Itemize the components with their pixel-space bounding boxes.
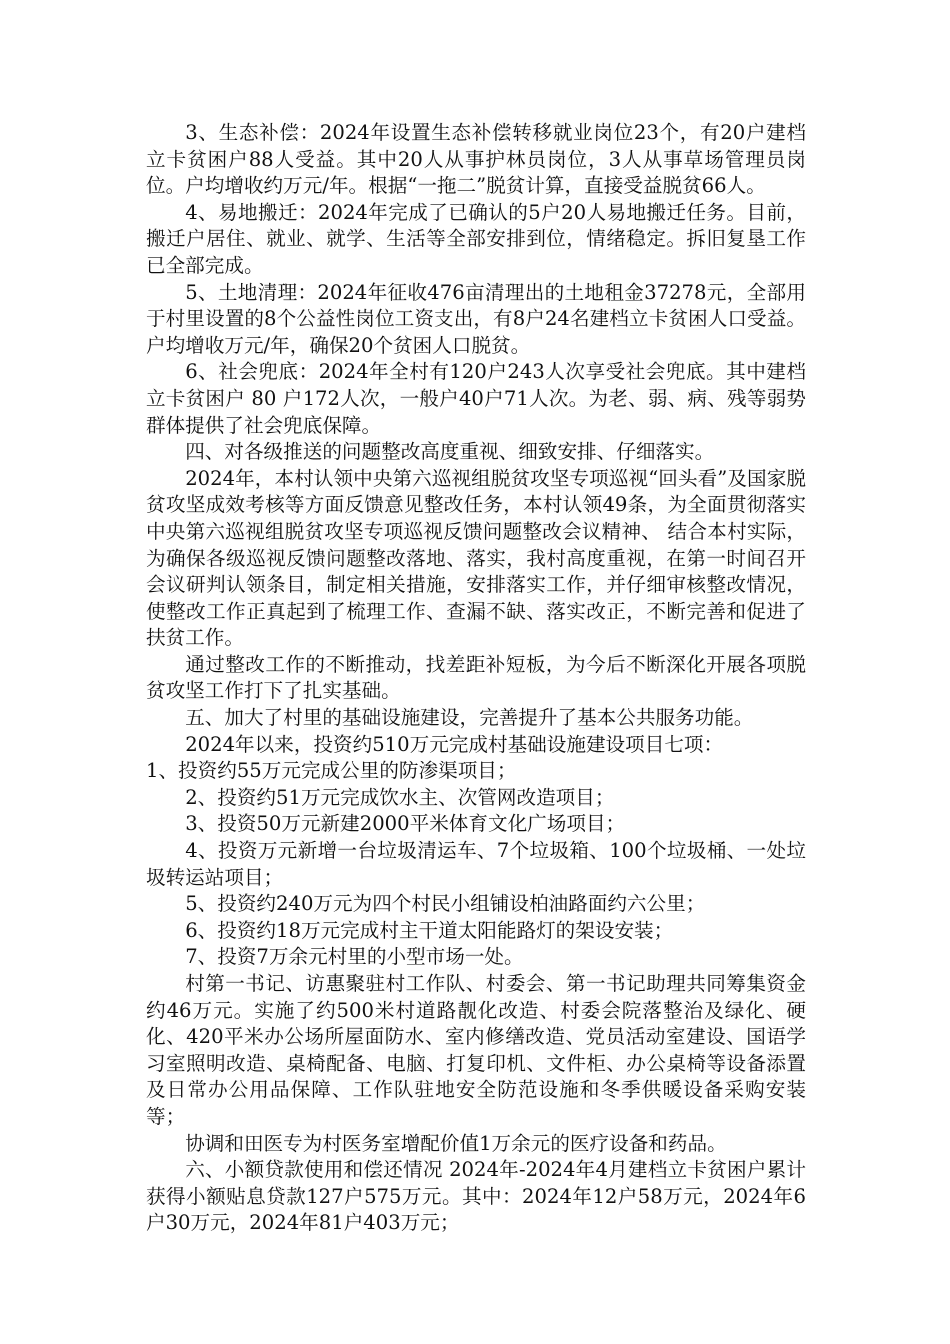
paragraph-infrastructure-summary: 2024年以来，投资约510万元完成村基础设施建设项目七项：: [185, 732, 724, 756]
list-item-project-4: 4、投资万元新增一台垃圾清运车、7个垃圾箱、100个垃圾桶、一处垃圾转运站项目；: [146, 839, 806, 889]
paragraph-relocation: 4、易地搬迁：2024年完成了已确认的5户20人易地搬迁任务。目前，搬迁户居住、就业、就学、生活等全部安排到位，情绪稳定。拆旧复垦工作已全部完成。: [146, 200, 806, 277]
paragraph-fundraising: 村第一书记、访惠聚驻村工作队、村委会、第一书记助理共同筹集资金约46万元。实施了约500米村道路靓化改造、村委会院落整治及绿化、硬化、420平米办公场所屋面防水、室内修缮改造、党员活动室建设、国语学习室照明改造、桌椅配备、电脑、打复印机、文件柜、办公桌椅等设备添置及日常办公用品保障、工作队驻地安全防范设施和冬季供暖设备采购安装等；: [146, 972, 806, 1128]
list-item-project-1: 1、投资约55万元完成公里的防渗渠项目；: [146, 759, 517, 783]
paragraph-ecological-compensation: 3、生态补偿：2024年设置生态补偿转移就业岗位23个，有20户建档立卡贫困户88人受益。其中20人从事护林员岗位，3人从事草场管理员岗位。户均增收约万元/年。根据“一拖二”脱贫计算，直接受益脱贫66人。: [146, 121, 806, 198]
section-heading-infrastructure: 五、加大了村里的基础设施建设，完善提升了基本公共服务功能。: [185, 706, 754, 730]
list-item-project-3: 3、投资50万元新建2000平米体育文化广场项目；: [185, 812, 626, 836]
section-heading-microloans: 六、小额贷款使用和偿还情况 2024年-2024年4月建档立卡贫困户累计获得小额贴息贷款127户575万元。其中：2024年12户58万元，2024年6户30万元，2024年81户403万元；: [146, 1158, 806, 1235]
list-item-project-6: 6、投资约18万元完成村主干道太阳能路灯的架设安装；: [185, 918, 674, 942]
paragraph-rectification-result: 通过整改工作的不断推动，找差距补短板，为今后不断深化开展各项脱贫攻坚工作打下了扎实基础。: [146, 652, 806, 703]
paragraph-rectification-tasks: 2024年，本村认领中央第六巡视组脱贫攻坚专项巡视“回头看”及国家脱贫攻坚成效考核等方面反馈意见整改任务，本村认领49条，为全面贯彻落实中央第六巡视组脱贫攻坚专项巡视反馈问题整改会议精神、 结合本村实际，为确保各级巡视反馈问题整改落地、落实，我村高度重视，在第一时间召开会议研判认领条目，制定相关措施，安排落实工作，并仔细审核整改情况，使整改工作正真起到了梳理工作、查漏不缺、落实改正，不断完善和促进了扶贫工作。: [146, 466, 806, 650]
paragraph-medical-equipment: 协调和田医专为村医务室增配价值1万余元的医疗设备和药品。: [185, 1131, 727, 1155]
section-heading-rectification: 四、对各级推送的问题整改高度重视、细致安排、仔细落实。: [185, 440, 715, 464]
paragraph-social-security: 6、社会兜底：2024年全村有120户243人次享受社会兜底。其中建档立卡贫困户 80 户172人次，一般户40户71人次。为老、弱、病、残等弱势群体提供了社会兜底保障。: [146, 360, 806, 437]
list-item-project-2: 2、投资约51万元完成饮水主、次管网改造项目；: [185, 785, 615, 809]
list-item-project-5: 5、投资约240万元为四个村民小组铺设柏油路面约六公里；: [185, 892, 706, 916]
document-body: [146, 120, 806, 1237]
list-item-project-7: 7、投资7万余元村里的小型市场一处。: [185, 945, 524, 969]
paragraph-land-clearing: 5、土地清理：2024年征收476亩清理出的土地租金37278元，全部用于村里设置的8个公益性岗位工资支出，有8户24名建档立卡贫困人口受益。户均增收万元/年，确保20个贫困人口脱贫。: [146, 280, 806, 357]
